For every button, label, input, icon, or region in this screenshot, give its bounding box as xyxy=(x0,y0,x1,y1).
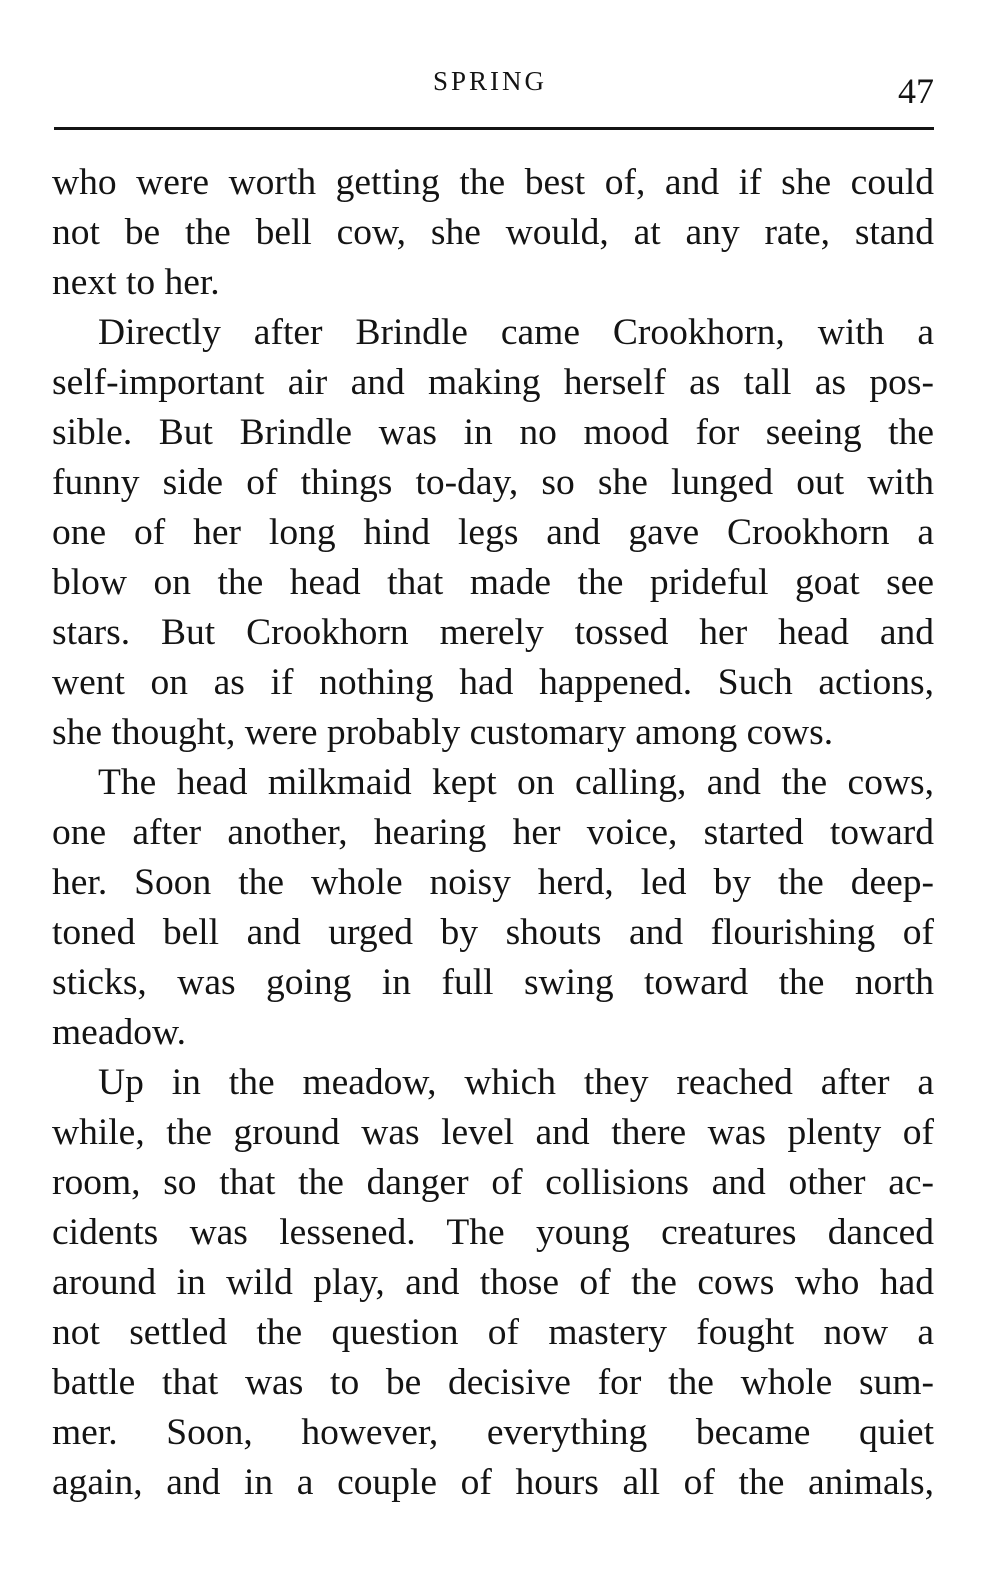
text-line: sible. But Brindle was in no mood for seeing the xyxy=(52,412,934,453)
header-rule xyxy=(54,127,934,130)
running-title: SPRING xyxy=(432,66,548,96)
body-text xyxy=(52,158,934,1508)
text-line: went on as if nothing had happened. Such actions, xyxy=(52,662,934,703)
text-line: while, the ground was level and there was plenty of xyxy=(52,1112,934,1153)
text-line: meadow. xyxy=(52,1012,186,1053)
page-number: 47 xyxy=(898,71,934,111)
text-line: around in wild play, and those of the cows who had xyxy=(52,1262,934,1303)
text-line: again, and in a couple of hours all of the animals, xyxy=(52,1462,934,1503)
text-line: one of her long hind legs and gave Crookhorn a xyxy=(52,512,934,553)
text-line: stars. But Crookhorn merely tossed her head and xyxy=(52,612,934,653)
text-line: self-important air and making herself as tall as pos- xyxy=(52,362,934,403)
text-line: her. Soon the whole noisy herd, led by the deep- xyxy=(52,862,934,903)
text-line: next to her. xyxy=(52,262,220,303)
text-line: battle that was to be decisive for the whole sum- xyxy=(52,1362,934,1403)
text-line: sticks, was going in full swing toward the north xyxy=(52,962,934,1003)
text-line: mer. Soon, however, everything became quiet xyxy=(52,1412,934,1453)
text-line: not settled the question of mastery fought now a xyxy=(52,1312,934,1353)
text-line: funny side of things to-day, so she lunged out with xyxy=(52,462,934,503)
text-line: blow on the head that made the prideful goat see xyxy=(52,562,934,603)
running-head xyxy=(0,66,1000,111)
text-line: not be the bell cow, she would, at any rate, stand xyxy=(52,212,934,253)
text-line: Up in the meadow, which they reached after a xyxy=(98,1062,934,1103)
text-line: she thought, were probably customary among cows. xyxy=(52,712,834,753)
text-line: cidents was lessened. The young creatures danced xyxy=(52,1212,934,1253)
text-line: room, so that the danger of collisions and other ac- xyxy=(52,1162,934,1203)
text-line: one after another, hearing her voice, started toward xyxy=(52,812,934,853)
text-line: Directly after Brindle came Crookhorn, with a xyxy=(98,312,934,353)
text-line: who were worth getting the best of, and if she could xyxy=(52,162,934,203)
text-line: toned bell and urged by shouts and flourishing of xyxy=(52,912,934,953)
text-line: The head milkmaid kept on calling, and the cows, xyxy=(98,762,934,803)
